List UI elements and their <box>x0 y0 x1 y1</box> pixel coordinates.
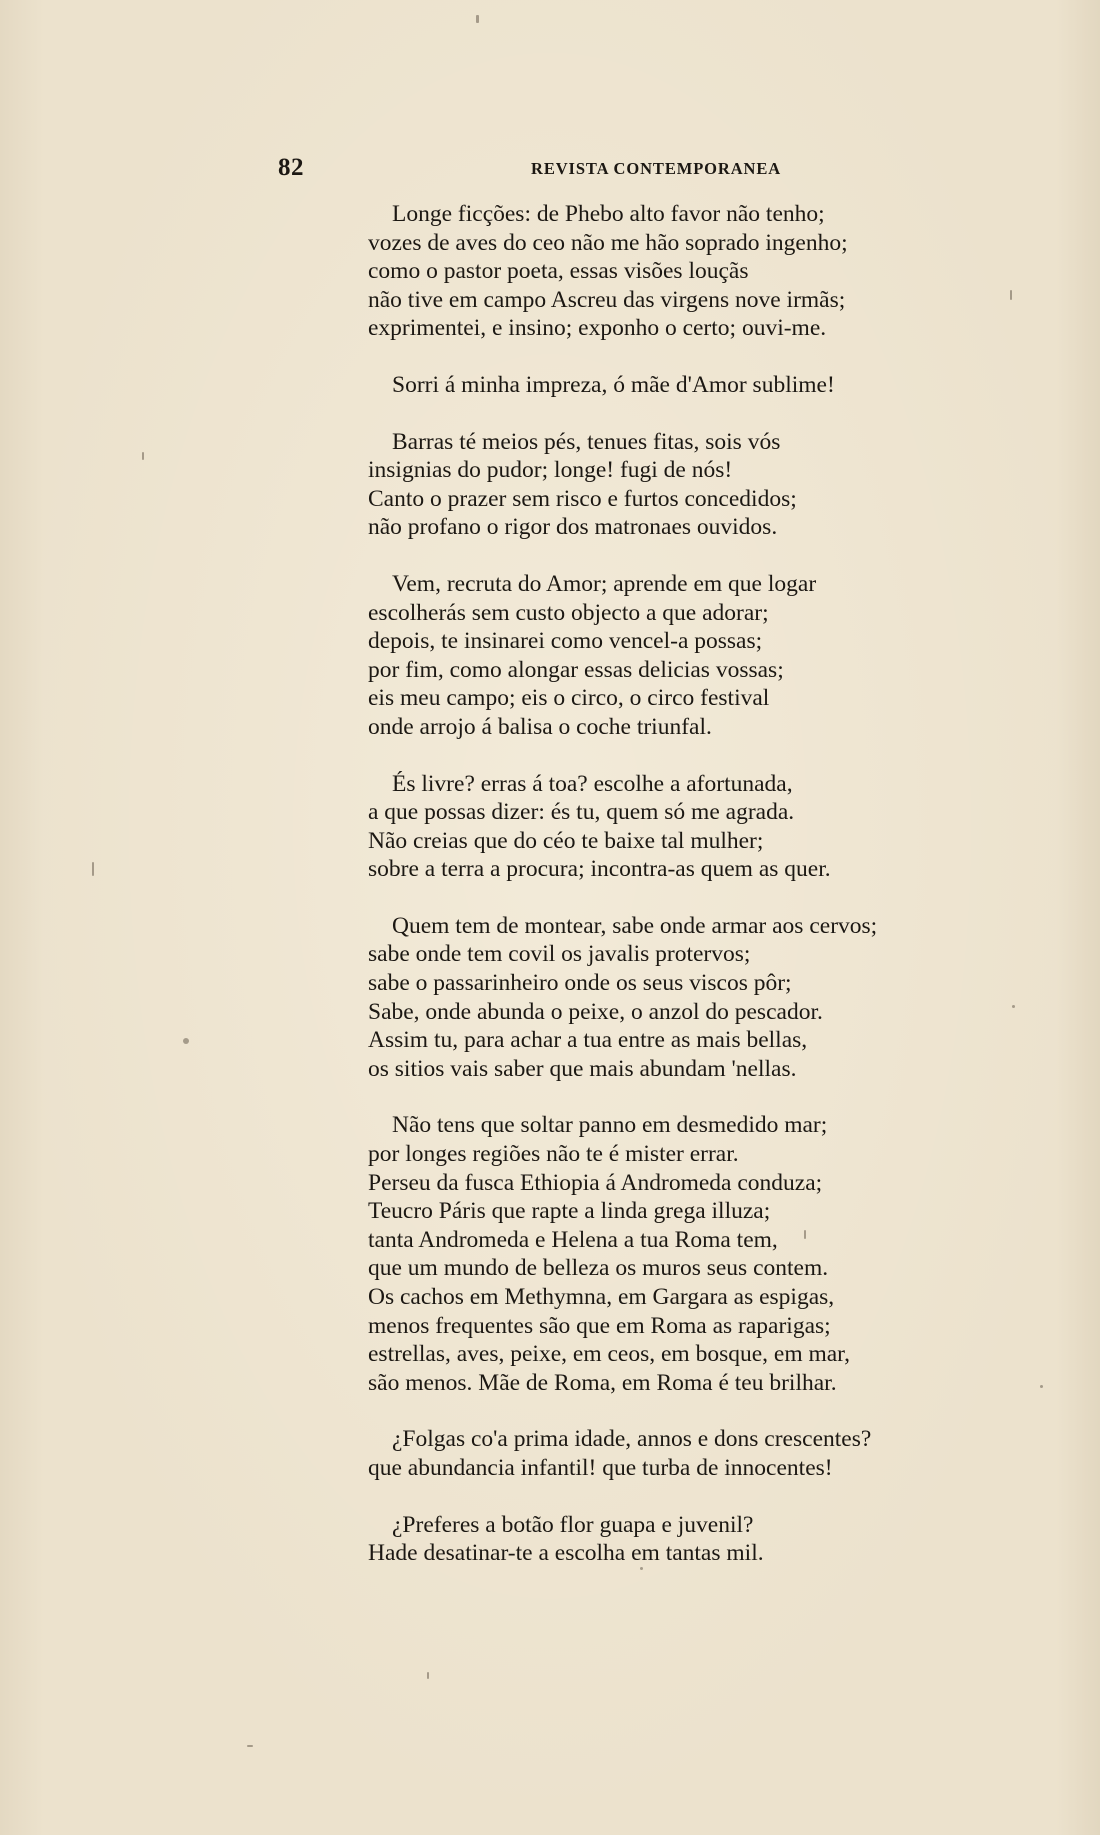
poem-line: como o pastor poeta, essas visões louçãs <box>368 258 749 285</box>
poem-line: Canto o prazer sem risco e furtos concedidos; <box>368 485 797 512</box>
stanza <box>368 428 948 542</box>
stanza <box>368 1511 948 1568</box>
stanza <box>368 770 948 884</box>
poem-line: Barras té meios pés, tenues fitas, sois vós <box>392 428 781 455</box>
poem-line: Não creias que do céo te baixe tal mulher; <box>368 827 764 854</box>
paper-speck <box>427 1672 429 1679</box>
poem-line: Assim tu, para achar a tua entre as mais bellas, <box>368 1027 808 1054</box>
poem-line: És livre? erras á toa? escolhe a afortunada, <box>392 770 793 797</box>
paper-speck <box>247 1745 253 1747</box>
poem-line: tanta Andromeda e Helena a tua Roma tem, <box>368 1226 778 1253</box>
poem-text <box>368 200 948 1596</box>
paper-speck <box>476 15 479 23</box>
poem-line: Não tens que soltar panno em desmedido mar; <box>392 1112 828 1139</box>
paper-speck <box>1040 1385 1043 1388</box>
poem-line: não profano o rigor dos matronaes ouvidos. <box>368 514 778 541</box>
stanza <box>368 1425 948 1482</box>
page-header <box>278 154 818 184</box>
poem-line: sobre a terra a procura; incontra-as quem as quer. <box>368 856 831 883</box>
poem-line: por longes regiões não te é mister errar. <box>368 1141 739 1168</box>
poem-line: vozes de aves do ceo não me hão soprado ingenho; <box>368 229 848 256</box>
poem-line: insignias do pudor; longe! fugi de nós! <box>368 457 733 484</box>
stanza <box>368 200 948 343</box>
paper-speck <box>183 1038 189 1044</box>
stanza <box>368 371 948 400</box>
poem-line: ¿Folgas co'a prima idade, annos e dons crescentes? <box>392 1426 872 1453</box>
poem-line: Hade desatinar-te a escolha em tantas mil. <box>368 1540 764 1567</box>
poem-line: escolherás sem custo objecto a que adorar; <box>368 599 769 626</box>
poem-line: Sabe, onde abunda o peixe, o anzol do pescador. <box>368 998 823 1025</box>
paper-speck <box>92 862 94 876</box>
poem-line: que um mundo de belleza os muros seus contem. <box>368 1255 829 1282</box>
poem-line: onde arrojo á balisa o coche triunfal. <box>368 713 712 740</box>
poem-line: Vem, recruta do Amor; aprende em que logar <box>392 570 817 597</box>
poem-line: sabe o passarinheiro onde os seus viscos pôr; <box>368 970 792 997</box>
poem-line: Sorri á minha impreza, ó mãe d'Amor sublime! <box>392 371 835 398</box>
poem-line: Teucro Páris que rapte a linda grega illuza; <box>368 1198 771 1225</box>
paper-speck <box>1010 290 1012 300</box>
running-head: REVISTA CONTEMPORANEA <box>531 159 782 178</box>
poem-line: exprimentei, e insino; exponho o certo; ouvi-me. <box>368 315 827 342</box>
poem-line: ¿Preferes a botão flor guapa e juvenil? <box>392 1511 754 1538</box>
poem-line: são menos. Mãe de Roma, em Roma é teu brilhar. <box>368 1369 837 1396</box>
poem-line: a que possas dizer: és tu, quem só me agrada. <box>368 799 795 826</box>
poem-line: não tive em campo Ascreu das virgens nove irmãs; <box>368 286 846 313</box>
poem-line: Perseu da fusca Ethiopia á Andromeda conduza; <box>368 1169 823 1196</box>
poem-line: eis meu campo; eis o circo, o circo festival <box>368 685 770 712</box>
poem-line: estrellas, aves, peixe, em ceos, em bosque, em mar, <box>368 1341 850 1368</box>
stanza <box>368 570 948 742</box>
poem-line: Longe ficções: de Phebo alto favor não tenho; <box>392 201 825 227</box>
poem-line: Os cachos em Methymna, em Gargara as espigas, <box>368 1284 835 1310</box>
poem-line: os sitios vais saber que mais abundam 'nellas. <box>368 1055 797 1082</box>
stanza <box>368 1111 948 1397</box>
poem-line: por fim, como alongar essas delicias vossas; <box>368 656 784 683</box>
poem-line: Quem tem de montear, sabe onde armar aos cervos; <box>392 912 878 939</box>
poem-line: que abundancia infantil! que turba de innocentes! <box>368 1454 833 1481</box>
poem-line: menos frequentes são que em Roma as raparigas; <box>368 1312 831 1339</box>
stanza <box>368 912 948 1084</box>
poem-line: depois, te insinarei como vencel-a possas; <box>368 628 763 655</box>
poem-line: sabe onde tem covil os javalis protervos; <box>368 941 751 968</box>
paper-speck <box>1012 1005 1015 1008</box>
page-number: 82 <box>278 154 304 181</box>
paper-speck <box>142 452 144 460</box>
